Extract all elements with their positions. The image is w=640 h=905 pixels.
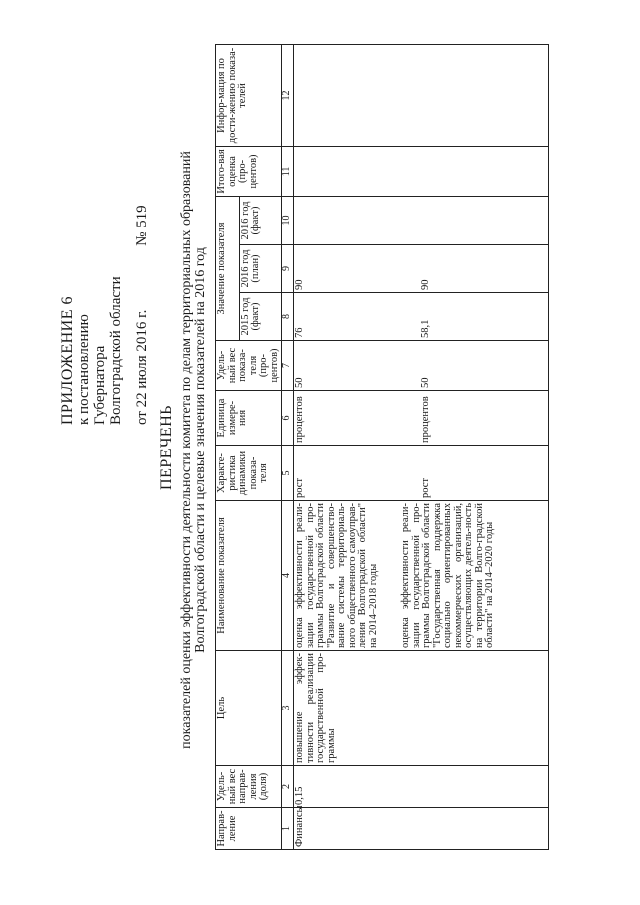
column-number: 5 <box>282 446 294 501</box>
header-total-score: Итого-вая оценка (про-центов) <box>216 146 282 196</box>
header-dynamics: Характе-ристика динамики показа-теля <box>216 446 282 501</box>
number-label: № <box>134 231 150 246</box>
indicator-name-1: оценка эффективности реали-зации государственной про-граммы Волгоградской области "Развитие и совершенство-вание системы территориаль-ного общественного самоуправ-ления Волгоградской области" на 2014–2018 годы <box>294 503 379 648</box>
column-number: 12 <box>282 44 294 146</box>
header-goal: Цель <box>216 651 282 766</box>
indicator-name-2: оценка эффективности реали-зации государственной про-граммы Волгоградской области "Государственная поддержка социально ориентированных некоммерческих организаций, осуществляющих деятель-ность на территории Волго-градской области" на 2014–2020 годы <box>400 503 495 648</box>
header-share-direction: Удель-ный вес направ-ления (доля) <box>216 766 282 808</box>
column-number-row <box>282 44 294 849</box>
indicator-fact-2016-2 <box>421 199 547 242</box>
document-sheet <box>40 45 600 850</box>
indicator-fact-2015-1: 76 <box>294 327 305 338</box>
row-dynamics <box>294 446 549 501</box>
column-number: 9 <box>282 245 294 293</box>
indicator-unit-1: процентов <box>294 396 305 443</box>
indicator-total-1 <box>295 149 421 194</box>
document-subtitle: показателей оценки эффективности деятельности комитета по делам территориальных образований Волгоградской области и целевые значения показателей на 2016 год <box>179 151 208 749</box>
row-fact-2016 <box>294 196 549 244</box>
decree-number: 519 <box>134 205 150 228</box>
header-unit: Единица измере-ния <box>216 391 282 446</box>
table-row <box>294 44 549 849</box>
column-number: 1 <box>282 808 294 850</box>
appendix-block <box>60 205 150 425</box>
row-info <box>294 44 549 146</box>
indicator-share-1: 50 <box>294 377 305 388</box>
indicator-unit-2: процентов <box>420 396 431 443</box>
appendix-line-1: к постановлению <box>76 314 92 425</box>
appendix-line-3: Волгоградской области <box>108 276 124 425</box>
indicator-dynamics-2: рост <box>420 477 431 498</box>
row-direction: Финансы <box>294 808 549 850</box>
appendix-line-2: Губернатора <box>92 345 108 425</box>
column-number: 6 <box>282 391 294 446</box>
indicator-fact-2016-1 <box>295 199 421 242</box>
column-number: 11 <box>282 146 294 196</box>
row-indicator-names <box>294 501 549 651</box>
indicator-fact-2015-2: 58,1 <box>420 319 431 338</box>
appendix-title: ПРИЛОЖЕНИЕ 6 <box>59 295 76 425</box>
row-share-direction: 0,15 <box>294 766 549 808</box>
indicator-plan-2016-2: 90 <box>420 279 431 290</box>
header-indicator-name: Наименование показателя <box>216 501 282 651</box>
decree-date: 22 июля 2016 г. <box>134 309 150 408</box>
header-plan-2016: 2016 год (план) <box>239 245 281 293</box>
column-number: 2 <box>282 766 294 808</box>
indicator-total-2 <box>421 149 547 194</box>
date-prefix: от <box>134 411 150 425</box>
row-plan-2016 <box>294 245 549 293</box>
decree-date-line <box>134 205 150 425</box>
column-number: 10 <box>282 196 294 244</box>
row-unit <box>294 391 549 446</box>
indicators-table <box>215 44 549 850</box>
row-share-indicator <box>294 341 549 391</box>
header-info: Инфор-мация по дости-жению показа-телей <box>216 44 282 146</box>
row-goal: повышение эффек-тивности реализации государственной про-граммы <box>294 651 549 766</box>
header-fact-2015: 2015 год (факт) <box>239 293 281 341</box>
indicator-share-2: 50 <box>420 377 431 388</box>
header-direction: Направ-ление <box>216 808 282 850</box>
header-share-indicator: Удель-ный вес показа-теля (про-центов) <box>216 341 282 391</box>
indicator-plan-2016-1: 90 <box>294 279 305 290</box>
column-number: 4 <box>282 501 294 651</box>
row-total-score <box>294 146 549 196</box>
indicator-info-1 <box>295 47 421 144</box>
header-fact-2016: 2016 год (факт) <box>239 196 281 244</box>
row-fact-2015 <box>294 293 549 341</box>
indicator-info-2 <box>421 47 547 144</box>
indicator-dynamics-1: рост <box>294 477 305 498</box>
column-number: 8 <box>282 293 294 341</box>
header-value-group: Значение показателя <box>216 196 240 340</box>
column-number: 3 <box>282 651 294 766</box>
column-number: 7 <box>282 341 294 391</box>
document-title: ПЕРЕЧЕНЬ <box>158 405 175 490</box>
